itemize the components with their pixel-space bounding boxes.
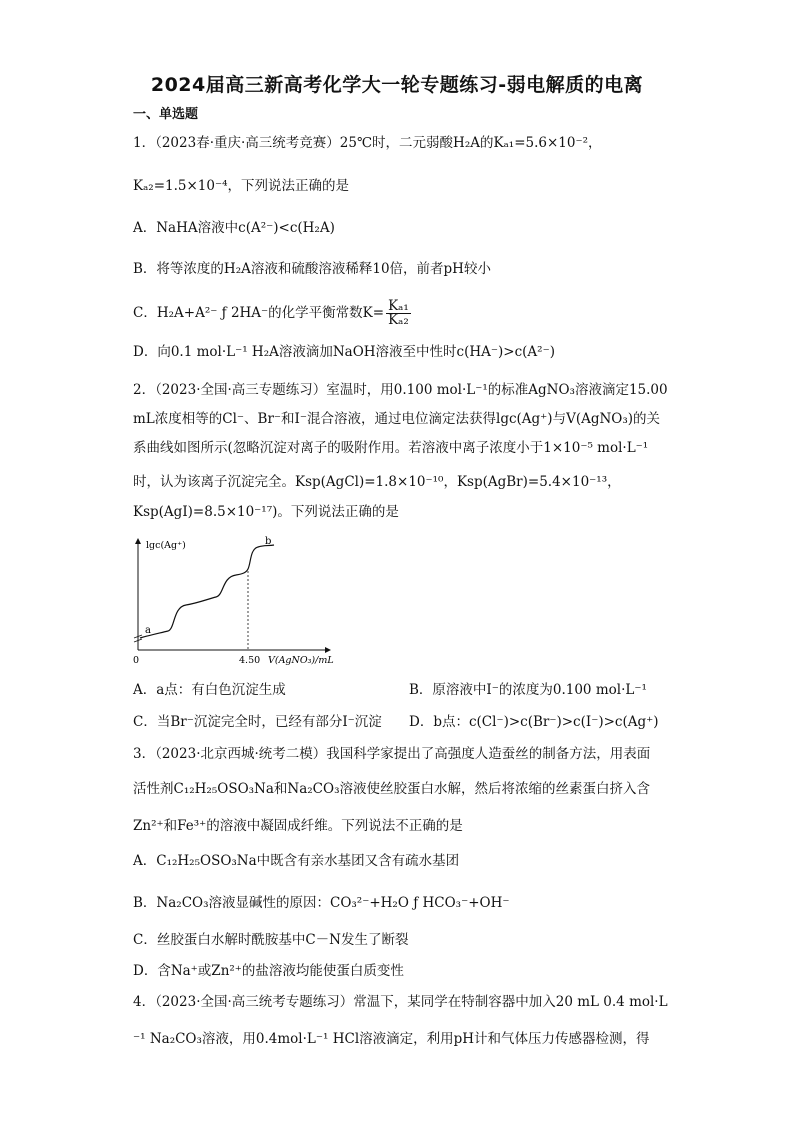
q2-option-c: C．当Br⁻沉淀完全时，已经有部分I⁻沉淀 bbox=[133, 714, 382, 730]
q3-stem-line3: Zn²⁺和Fe³⁺的溶液中凝固成纤维。下列说法不正确的是 bbox=[133, 818, 463, 834]
q1-option-c bbox=[133, 300, 411, 327]
q1-option-d: D．向0.1 mol·L⁻¹ H₂A溶液滴加NaOH溶液至中性时c(HA⁻)>c(A²⁻) bbox=[133, 344, 555, 360]
q3-stem-line2: 活性剂C₁₂H₂₅OSO₃Na和Na₂CO₃溶液使丝胶蛋白水解，然后将浓缩的丝素蛋白挤入含 bbox=[133, 781, 650, 797]
point-b-label: b bbox=[265, 536, 272, 547]
section-heading: 一、单选题 bbox=[133, 107, 199, 122]
q2-stem-line4: 时，认为该离子沉淀完全。Ksp(AgCl)=1.8×10⁻¹⁰，Ksp(AgBr)=5.4×10⁻¹³， bbox=[133, 474, 621, 490]
q2-stem-line2: mL浓度相等的Cl⁻、Br⁻和I⁻混合溶液，通过电位滴定法获得lgc(Ag⁺)与V(AgNO₃)的关 bbox=[133, 411, 661, 427]
q1-option-b: B．将等浓度的H₂A溶液和硫酸溶液稀释10倍，前者pH较小 bbox=[133, 261, 491, 277]
titration-curve bbox=[140, 545, 274, 638]
q1-stem-line2: Kₐ₂=1.5×10⁻⁴，下列说法正确的是 bbox=[133, 178, 350, 194]
y-axis-label: lgc(Ag⁺) bbox=[146, 540, 186, 551]
point-a-label: a bbox=[145, 625, 151, 636]
q3-stem-line1: 3．（2023·北京西城·统考二模）我国科学家提出了高强度人造蚕丝的制备方法，用表面 bbox=[133, 746, 651, 762]
x-tick-label: 4.50 bbox=[239, 655, 261, 666]
origin-label: 0 bbox=[133, 655, 140, 666]
page-title: 2024届高三新高考化学大一轮专题练习-弱电解质的电离 bbox=[150, 74, 644, 96]
q3-option-a: A．C₁₂H₂₅OSO₃Na中既含有亲水基团又含有疏水基团 bbox=[133, 853, 460, 869]
q4-stem-line2: ⁻¹ Na₂CO₃溶液，用0.4mol·L⁻¹ HCl溶液滴定，利用pH计和气体压力传感器检测，得 bbox=[133, 1031, 650, 1047]
q2-stem-line5: Ksp(AgI)=8.5×10⁻¹⁷)。下列说法正确的是 bbox=[133, 504, 399, 520]
titration-curve-figure bbox=[128, 535, 350, 670]
q2-option-d: D．b点：c(Cl⁻)>c(Br⁻)>c(I⁻)>c(Ag⁺) bbox=[409, 714, 659, 730]
x-axis-label: V(AgNO₃)/mL bbox=[268, 655, 334, 666]
q2-option-a: A．a点：有白色沉淀生成 bbox=[133, 682, 286, 698]
fraction-denominator: Kₐ₂ bbox=[388, 312, 409, 328]
q3-option-d: D．含Na⁺或Zn²⁺的盐溶液均能使蛋白质变性 bbox=[133, 963, 404, 979]
q2-option-b: B．原溶液中I⁻的浓度为0.100 mol·L⁻¹ bbox=[409, 682, 647, 698]
q1-option-c-fraction bbox=[386, 300, 411, 327]
q2-stem-line1: 2．（2023·全国·高三专题练习）室温时，用0.100 mol·L⁻¹的标准AgNO₃溶液滴定15.00 bbox=[133, 382, 668, 398]
q1-option-c-text: C．H₂A+A²⁻ ƒ 2HA⁻的化学平衡常数K= bbox=[133, 305, 385, 321]
q4-stem-line1: 4．（2023·全国·高三统考专题练习）常温下，某同学在特制容器中加入20 mL 0.4 mol·L bbox=[133, 994, 668, 1010]
q1-option-a: A．NaHA溶液中c(A²⁻)<c(H₂A) bbox=[133, 220, 335, 236]
q1-stem-line1: 1．（2023春·重庆·高三统考竞赛）25℃时，二元弱酸H₂A的Kₐ₁=5.6×10⁻²， bbox=[133, 135, 602, 151]
q2-stem-line3: 系曲线如图所示(忽略沉淀对离子的吸附作用。若溶液中离子浓度小于1×10⁻⁵ mol·L⁻¹ bbox=[133, 440, 649, 456]
q3-option-b: B．Na₂CO₃溶液显碱性的原因：CO₃²⁻+H₂O ƒ HCO₃⁻+OH⁻ bbox=[133, 895, 510, 911]
fraction-numerator: Kₐ₁ bbox=[388, 298, 409, 314]
q3-option-c: C．丝胶蛋白水解时酰胺基中C－N发生了断裂 bbox=[133, 932, 409, 948]
